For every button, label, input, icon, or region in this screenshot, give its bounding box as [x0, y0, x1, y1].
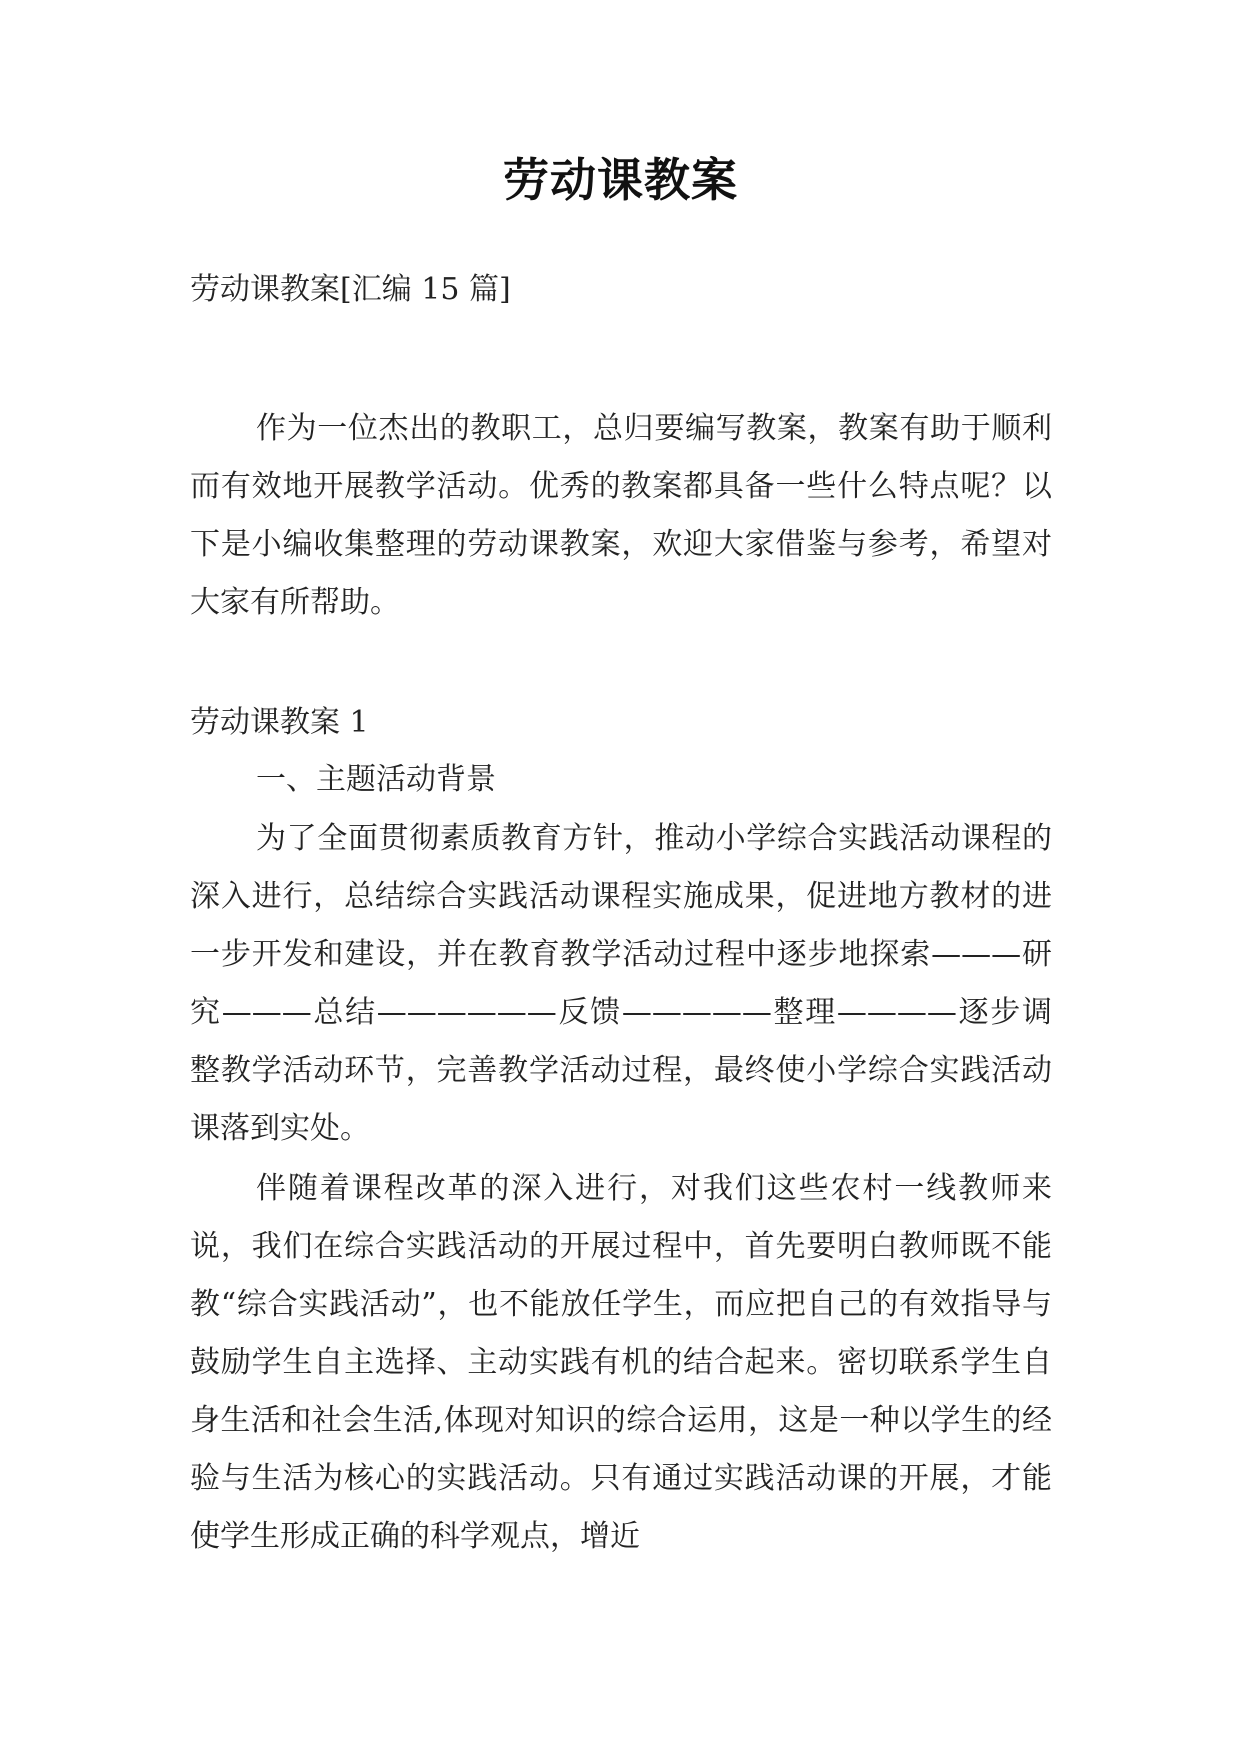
- section-heading: 一、主题活动背景: [256, 762, 496, 797]
- section-title: 劳动课教案 1: [190, 705, 369, 740]
- body-paragraph-1: 为了全面贯彻素质教育方针，推动小学综合实践活动课程的深入进行，总结综合实践活动课程实施成果，促进地方教材的进一步开发和建设，并在教育教学活动过程中逐步地探索———研究———总结——————反馈—————整理————逐步调整教学活动环节，完善教学活动过程，最终使小学综合实践活动课落到实处。: [190, 821, 1052, 1146]
- body-paragraph-2: 伴随着课程改革的深入进行，对我们这些农村一线教师来说，我们在综合实践活动的开展过程中，首先要明白教师既不能教“综合实践活动”，也不能放任学生，而应把自己的有效指导与鼓励学生自主选择、主动实践有机的结合起来。密切联系学生自身生活和社会生活,体现对知识的综合运用，这是一种以学生的经验与生活为核心的实践活动。只有通过实践活动课的开展，才能使学生形成正确的科学观点，增近: [190, 1171, 1052, 1554]
- intro-paragraph: 作为一位杰出的教职工，总归要编写教案，教案有助于顺利而有效地开展教学活动。优秀的教案都具备一些什么特点呢？以下是小编收集整理的劳动课教案，欢迎大家借鉴与参考，希望对大家有所帮助。: [190, 411, 1052, 620]
- document-title: 劳动课教案: [503, 153, 738, 207]
- document-subtitle: 劳动课教案[汇编 15 篇]: [190, 272, 511, 307]
